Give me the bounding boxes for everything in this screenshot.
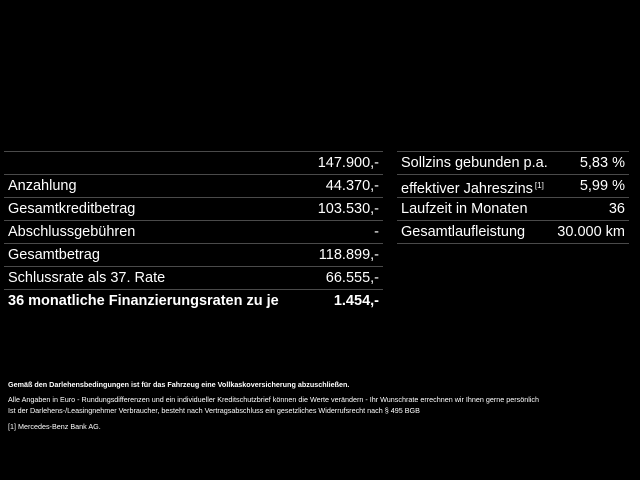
footnote-ref: [1] [8, 422, 16, 431]
disclaimer-line: Ist der Darlehens-/Leasingnehmer Verbraucher, besteht nach Vertragsabschluss ein gesetzliches Widerrufsrecht nach § 495 BGB [8, 406, 420, 415]
row-value: 5,83 % [579, 155, 625, 171]
footnote-text: Mercedes-Benz Bank AG. [18, 422, 101, 431]
table-row-term-months [397, 198, 629, 221]
row-label: effektiver Jahreszins [401, 181, 533, 197]
table-row-price [4, 152, 383, 175]
footnote-ref: [1] [534, 181, 544, 190]
row-value: 30.000 km [557, 224, 625, 240]
table-row-total-credit [4, 198, 383, 221]
table-row-borrowing-rate [397, 152, 629, 175]
table-row-effective-rate [397, 175, 629, 198]
row-value: 36 [608, 201, 625, 217]
row-label: 36 monatliche Finanzierungsraten zu je [8, 293, 279, 309]
table-row-total-mileage [397, 221, 629, 244]
row-value: - [374, 224, 379, 240]
row-label: Gesamtkreditbetrag [8, 201, 136, 217]
legal-notes [8, 379, 628, 432]
row-label: Abschlussgebühren [8, 224, 136, 240]
table-row-down-payment [4, 175, 383, 198]
row-value: 44.370,- [325, 178, 379, 194]
row-label: Gesamtlaufleistung [401, 224, 526, 240]
row-label: Schlussrate als 37. Rate [8, 270, 166, 286]
row-label: Anzahlung [8, 178, 77, 194]
row-value: 103.530,- [317, 201, 379, 217]
row-value: 118.899,- [318, 247, 379, 263]
row-label: Gesamtbetrag [8, 247, 100, 263]
row-value: 5,99 % [579, 178, 625, 194]
footnote [8, 421, 628, 432]
financing-table [4, 151, 383, 312]
table-row-closing-fees [4, 221, 383, 244]
row-label: Sollzins gebunden p.a. [401, 155, 548, 171]
insurance-note: Gemäß den Darlehensbedingungen ist für das Fahrzeug eine Vollkaskoversicherung abzuschließen. [8, 380, 350, 389]
row-value: 66.555,- [325, 270, 379, 286]
table-row-monthly-rate [4, 290, 383, 312]
disclaimer-line: Alle Angaben in Euro - Rundungsdifferenzen und ein individueller Kreditschutzbrief können die Werte verändern - Ihr Wunschrate errechnen wir Ihnen gerne persönlich [8, 395, 539, 404]
conditions-table [397, 151, 629, 244]
row-value: 147.900,- [317, 155, 379, 171]
table-row-final-installment [4, 267, 383, 290]
row-label: Laufzeit in Monaten [401, 201, 528, 217]
table-row-total-amount [4, 244, 383, 267]
row-label-wrapper [401, 175, 544, 200]
row-value: 1.454,- [333, 293, 379, 309]
